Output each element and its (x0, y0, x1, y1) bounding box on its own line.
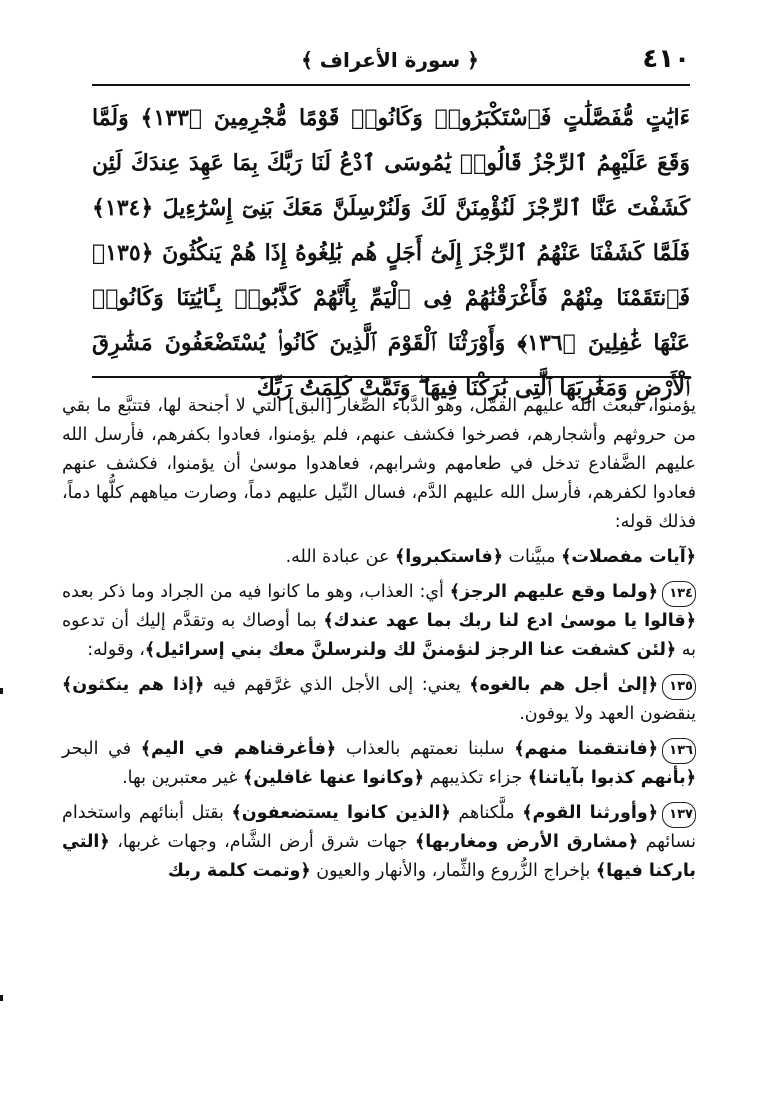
commentary: ، وقوله: (87, 640, 145, 660)
commentary: ملَّكناهم (450, 803, 523, 823)
quoted-verse: ﴿آيات مفصلات﴾ (561, 547, 696, 567)
tafsir-intro: يؤمنوا، فبعث الله عليهم القمَّل، وهو الدَّباء الصِّغار [البق] التي لا أجنحة لها، فتتبَّع ما بقي من حروثهم وأشجارهم، فصرخوا فكشف عنهم، فلم يؤمنوا، فعادوا بكفرهم، فأرسل الله عليهم الضَّفادع تدخل في طعامهم وشرابهم، فعاهدوا موسىٰ أن يؤمنوا، فكشف عنهم فعادوا لكفرهم، فأرسل الله عليهم الدَّم، فسال النِّيل عليهم دماً، وصارت مياههم كلُّها دماً، فذلك قوله: (62, 396, 696, 532)
quoted-verse: ﴿لئن كشفت عنا الرجز لنؤمننَّ لك ولنرسلنَّ معك بني إسرائيل﴾ (144, 640, 677, 660)
commentary: بإخراج الزُّروع والثِّمار، والأنهار والعيون (310, 861, 596, 881)
commentary: مبيَّنات (502, 547, 562, 567)
quoted-verse: ﴿مشارق الأرض ومغاربها﴾ (414, 832, 639, 852)
tafsir-verse-135 (62, 671, 696, 729)
quoted-verse: ﴿الذين كانوا يستضعفون﴾ (231, 803, 451, 823)
commentary: جهات شرق أرض الشَّام، وجهات غربها، (109, 832, 415, 852)
scan-edge-mark (0, 995, 3, 1001)
header-divider (92, 84, 690, 86)
quoted-verse: ﴿فأغرقناهم في اليم﴾ (140, 739, 337, 759)
quoted-verse: ﴿ولما وقع عليهم الرجز﴾ (449, 582, 658, 602)
commentary: غير معتبرين بها. (122, 768, 243, 788)
quoted-verse: ﴿قالوا يا موسىٰ ادع لنا ربك بما عهد عندك﴾ (323, 611, 697, 631)
quoted-verse: ﴿التي باركنا فيها﴾ (62, 832, 696, 881)
ayah-number-badge: ١٣٤ (662, 581, 696, 607)
quoted-verse: ﴿وكانوا عنها غافلين﴾ (242, 768, 425, 788)
tafsir-verse-133 (62, 543, 696, 572)
commentary: عن عبادة الله. (285, 547, 395, 567)
page-number: ٤١٠ (642, 44, 690, 74)
commentary: يعني: إلى الأجل الذي غرَّقهم فيه (204, 675, 470, 695)
ayah-number-badge: ١٣٥ (662, 674, 696, 700)
quoted-verse: ﴿فانتقمنا منهم﴾ (514, 739, 658, 759)
commentary: في البحر (62, 739, 141, 759)
quran-text-block: ءَايَٰتٍ مُّفَصَّلَٰتٍ فَٱسْتَكْبَرُوا۟ وَكَانُوا۟ قَوْمًا مُّجْرِمِينَ ﴿١٣٣﴾ وَلَمَّا وَقَعَ عَلَيْهِمُ ٱلرِّجْزُ قَالُوا۟ يَٰمُوسَى ٱدْعُ لَنَا رَبَّكَ بِمَا عَهِدَ عِندَكَ لَئِن كَشَفْتَ عَنَّا ٱلرِّجْزَ لَنُؤْمِنَنَّ لَكَ وَلَنُرْسِلَنَّ مَعَكَ بَنِىٓ إِسْرَٰٓءِيلَ ﴿١٣٤﴾ فَلَمَّا كَشَفْنَا عَنْهُمُ ٱلرِّجْزَ إِلَىٰٓ أَجَلٍ هُم بَٰلِغُوهُ إِذَا هُمْ يَنكُثُونَ ﴿١٣٥﴾ فَٱنتَقَمْنَا مِنْهُمْ فَأَغْرَقْنَٰهُمْ فِى ٱلْيَمِّ بِأَنَّهُمْ كَذَّبُوا۟ بِـَٔايَٰتِنَا وَكَانُوا۟ عَنْهَا غَٰفِلِينَ ﴿١٣٦﴾ وَأَوْرَثْنَا ٱلْقَوْمَ ٱلَّذِينَ كَانُوا۟ يُسْتَضْعَفُونَ مَشَٰرِقَ ٱلْأَرْضِ وَمَغَٰرِبَهَا ٱلَّتِى بَٰرَكْنَا فِيهَا ۖ وَتَمَّتْ كَلِمَتُ رَبِّكَ (92, 105, 690, 401)
section-divider (92, 376, 690, 378)
commentary: بقتل أبنائهم واستخدام نسائهم (62, 803, 697, 852)
scan-edge-mark (0, 688, 3, 694)
quoted-verse: ﴿إلىٰ أجل هم بالغوه﴾ (469, 675, 658, 695)
tafsir-block (62, 392, 696, 892)
tafsir-verse-134 (62, 578, 696, 665)
surah-title: ﴿ سورة الأعراف ﴾ (301, 48, 479, 72)
commentary: أي: العذاب، وهو ما كانوا فيه من الجراد وما ذكر بعده (62, 582, 450, 602)
tafsir-verse-137 (62, 799, 696, 886)
tafsir-verse-136 (62, 735, 696, 793)
quoted-verse: ﴿إذا هم ينكثون﴾ (62, 675, 205, 695)
quoted-verse: ﴿وأورثنا القوم﴾ (522, 803, 658, 823)
commentary: سلبنا نعمتهم بالعذاب (336, 739, 515, 759)
ayah-number-badge: ١٣٦ (662, 738, 696, 764)
page-header (90, 38, 690, 80)
commentary: جزاء تكذيبهم (424, 768, 528, 788)
quoted-verse: ﴿وتمت كلمة ربك (167, 861, 311, 881)
commentary: ينقضون العهد ولا يوفون. (519, 704, 696, 724)
quoted-verse: ﴿فاستكبروا﴾ (394, 547, 503, 567)
quoted-verse: ﴿بأنهم كذبوا بآياتنا﴾ (527, 768, 696, 788)
commentary: بما أوصاك به وتقدَّم إليك أن تدعوه به (62, 611, 696, 660)
ayah-number-badge: ١٣٧ (662, 802, 696, 828)
